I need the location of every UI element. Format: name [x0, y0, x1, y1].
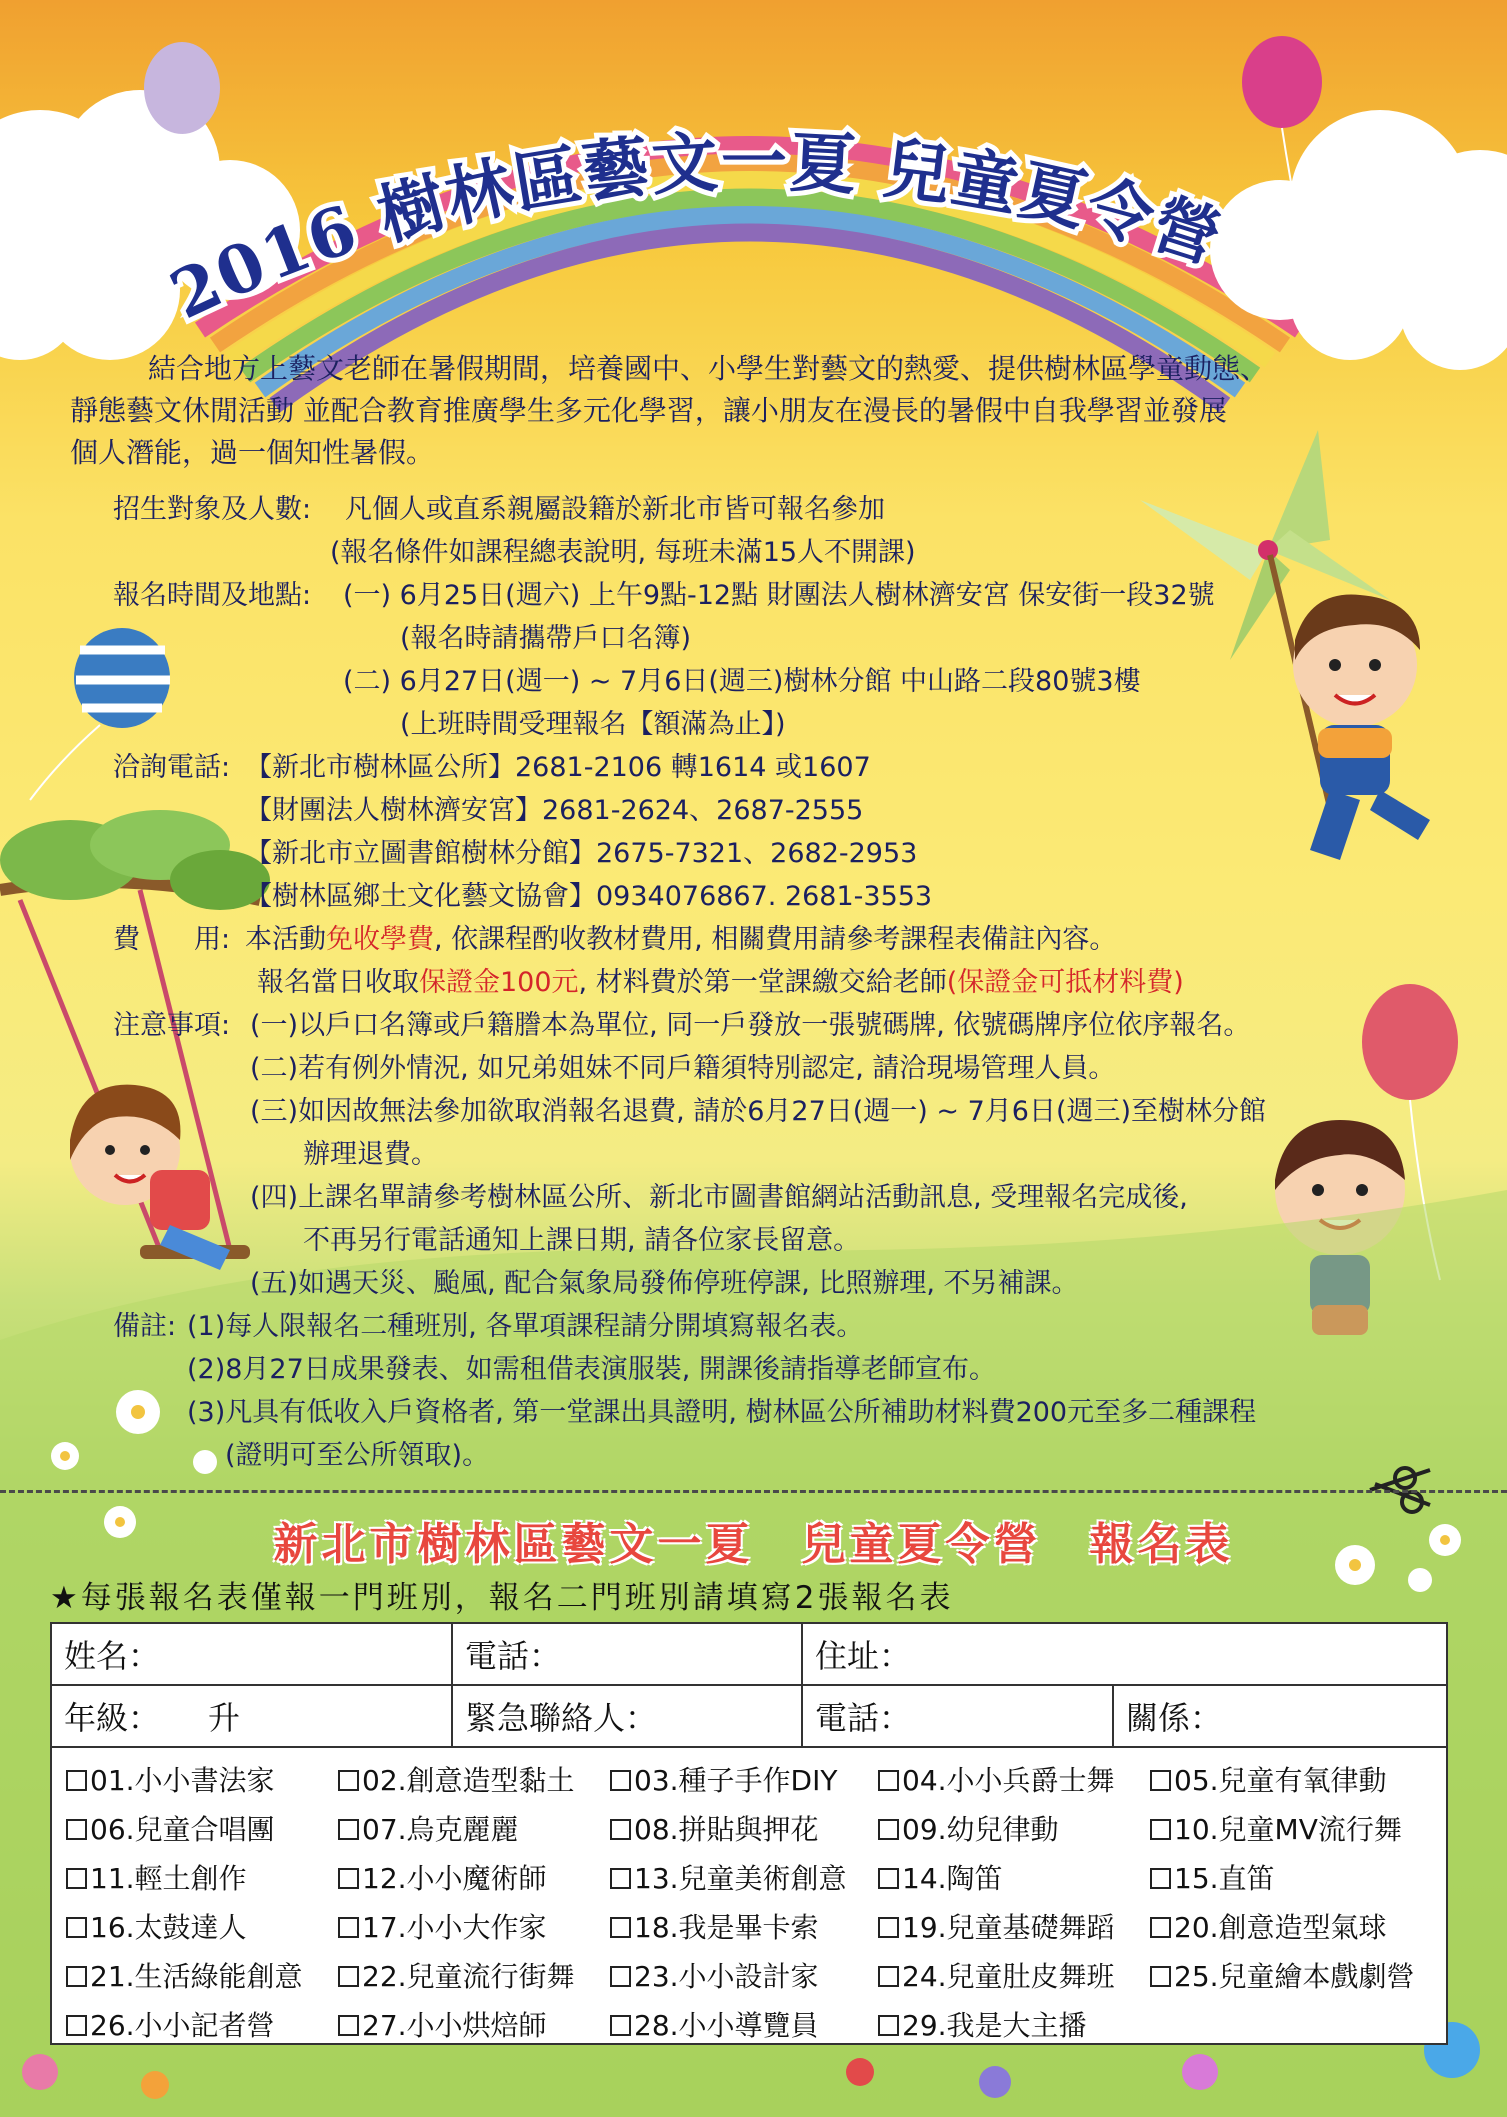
form-note: ★每張報名表僅報一門班別，報名二門班別請填寫2張報名表: [50, 1580, 954, 1616]
remark-3-cont: (證明可至公所領取)。: [225, 1440, 490, 1471]
course-option[interactable]: [338, 2001, 610, 2050]
phone-field[interactable]: 電話：: [452, 1623, 802, 1685]
course-label: 17.小小大作家: [362, 1911, 547, 1944]
course-option[interactable]: [610, 1952, 878, 2001]
registration-form-table: [50, 1622, 1448, 1748]
course-label: 15.直笛: [1174, 1862, 1275, 1895]
checkbox-icon[interactable]: [610, 1868, 631, 1889]
course-label: 01.小小書法家: [90, 1764, 275, 1797]
fee-deposit: 保證金100元: [419, 967, 579, 998]
notice-2: (二)若有例外情況, 如兄弟姐妹不同戶籍須特別認定, 請洽現場管理人員。: [250, 1053, 1116, 1084]
checkbox-icon[interactable]: [66, 2015, 87, 2036]
address-field[interactable]: 住址：: [802, 1623, 1447, 1685]
phone-1: 【新北市樹林區公所】2681-2106 轉1614 或1607: [245, 752, 871, 783]
course-label: 29.我是大主播: [902, 2009, 1087, 2042]
fee-deposit-note: (保證金可抵材料費): [946, 967, 1184, 998]
checkbox-icon[interactable]: [878, 2015, 899, 2036]
course-option[interactable]: [338, 1756, 610, 1805]
checkbox-icon[interactable]: [878, 1770, 899, 1791]
course-option[interactable]: [610, 1854, 878, 1903]
course-option[interactable]: [66, 2001, 338, 2050]
notice-label: 注意事項:: [113, 1010, 231, 1041]
notice-4: (四)上課名單請參考樹林區公所、新北市圖書館網站活動訊息, 受理報名完成後,: [250, 1182, 1188, 1213]
checkbox-icon[interactable]: [610, 1819, 631, 1840]
course-option[interactable]: [338, 1805, 610, 1854]
course-label: 02.創意造型黏土: [362, 1764, 575, 1797]
fee-free-tuition: 免收學費: [326, 924, 434, 955]
checkbox-icon[interactable]: [338, 1917, 359, 1938]
checkbox-icon[interactable]: [878, 1966, 899, 1987]
notice-3: (三)如因故無法參加欲取消報名退費, 請於6月27日(週一) ~ 7月6日(週三)至樹林分館: [250, 1096, 1267, 1127]
checkbox-icon[interactable]: [338, 1770, 359, 1791]
checkbox-icon[interactable]: [1150, 1819, 1171, 1840]
emergency-contact-field[interactable]: 緊急聯絡人：: [452, 1685, 802, 1747]
intro-line-1: 結合地方上藝文老師在暑假期間，培養國中、小學生對藝文的熱愛、提供樹林區學童動態、: [148, 352, 1269, 385]
course-option[interactable]: [610, 2001, 878, 2050]
course-option[interactable]: [610, 1756, 878, 1805]
course-option[interactable]: [878, 1952, 1150, 2001]
course-option[interactable]: [610, 1903, 878, 1952]
course-label: 07.烏克麗麗: [362, 1813, 519, 1846]
course-label: 03.種子手作DIY: [634, 1764, 838, 1797]
notice-1: (一)以戶口名簿或戶籍謄本為單位, 同一戶發放一張號碼牌, 依號碼牌序位依序報名。: [250, 1010, 1251, 1041]
target-text: 凡個人或直系親屬設籍於新北市皆可報名參加: [345, 494, 885, 525]
checkbox-icon[interactable]: [878, 1819, 899, 1840]
course-option[interactable]: [1150, 1903, 1460, 1952]
course-option[interactable]: [1150, 1756, 1460, 1805]
course-option[interactable]: [878, 1756, 1150, 1805]
course-label: 14.陶笛: [902, 1862, 1003, 1895]
intro-line-3: 個人潛能，過一個知性暑假。: [70, 436, 435, 469]
remark-2: (2)8月27日成果發表、如需租借表演服裝, 開課後請指導老師宣布。: [187, 1354, 996, 1385]
phone-label: 洽詢電話:: [113, 752, 231, 783]
target-note: (報名條件如課程總表說明, 每班未滿15人不開課): [330, 537, 916, 568]
course-label: 28.小小導覽員: [634, 2009, 819, 2042]
notice-5: (五)如遇天災、颱風, 配合氣象局發佈停班停課, 比照辦理, 不另補課。: [250, 1268, 1079, 1299]
grade-field[interactable]: 年級： 升: [51, 1685, 452, 1747]
notice-3-cont: 辦理退費。: [303, 1139, 438, 1170]
time-1: (一) 6月25日(週六) 上午9點-12點 財團法人樹林濟安宮 保安街一段32號: [343, 580, 1215, 611]
checkbox-icon[interactable]: [66, 1819, 87, 1840]
course-option[interactable]: [878, 1854, 1150, 1903]
checkbox-icon[interactable]: [66, 1917, 87, 1938]
remark-3: (3)凡具有低收入戶資格者, 第一堂課出具證明, 樹林區公所補助材料費200元至多二種課程: [187, 1397, 1257, 1428]
course-label: 27.小小烘焙師: [362, 2009, 547, 2042]
course-label: 10.兒童MV流行舞: [1174, 1813, 1402, 1846]
course-option[interactable]: [66, 1756, 338, 1805]
checkbox-icon[interactable]: [610, 1770, 631, 1791]
time-2-note: (上班時間受理報名【額滿為止】): [400, 709, 786, 740]
target-label: 招生對象及人數:: [113, 494, 312, 525]
course-label: 25.兒童繪本戲劇營: [1174, 1960, 1415, 1993]
course-option[interactable]: [338, 1854, 610, 1903]
fee-line-1: 本活動免收學費, 依課程酌收教材費用, 相關費用請參考課程表備註內容。: [245, 924, 1117, 955]
remark-1: (1)每人限報名二種班別, 各單項課程請分開填寫報名表。: [187, 1311, 864, 1342]
title-main: 樹林區藝文一夏 兒童夏令營: [369, 122, 1232, 279]
course-option[interactable]: [1150, 1952, 1460, 2001]
course-option[interactable]: [66, 1805, 338, 1854]
phone-3: 【新北市立圖書館樹林分館】2675-7321、2682-2953: [245, 838, 918, 869]
course-label: 18.我是畢卡索: [634, 1911, 819, 1944]
checkbox-icon[interactable]: [1150, 1868, 1171, 1889]
course-option[interactable]: [338, 1903, 610, 1952]
time-1-note: (報名時請攜帶戶口名簿): [400, 623, 692, 654]
course-option[interactable]: [338, 1952, 610, 2001]
checkbox-icon[interactable]: [338, 1819, 359, 1840]
course-label: 13.兒童美術創意: [634, 1862, 847, 1895]
checkbox-icon[interactable]: [66, 1966, 87, 1987]
checkbox-icon[interactable]: [878, 1917, 899, 1938]
course-option[interactable]: [610, 1805, 878, 1854]
course-label: 21.生活綠能創意: [90, 1960, 303, 1993]
course-option[interactable]: [66, 1952, 338, 2001]
checkbox-icon[interactable]: [66, 1868, 87, 1889]
cut-line-divider: [0, 1490, 1507, 1493]
checkbox-icon[interactable]: [1150, 1966, 1171, 1987]
course-option[interactable]: [66, 1854, 338, 1903]
course-label: 08.拼貼與押花: [634, 1813, 819, 1846]
checkbox-icon[interactable]: [338, 2015, 359, 2036]
notice-4-cont: 不再另行電話通知上課日期, 請各位家長留意。: [303, 1225, 861, 1256]
checkbox-icon[interactable]: [610, 1966, 631, 1987]
checkbox-icon[interactable]: [610, 2015, 631, 2036]
phone-2: 【財團法人樹林濟安宮】2681-2624、2687-2555: [245, 795, 864, 826]
course-label: 05.兒童有氧律動: [1174, 1764, 1387, 1797]
course-label: 12.小小魔術師: [362, 1862, 547, 1895]
svg-text:2016 樹林區藝文一夏 兒童夏令營: [159, 123, 1232, 335]
course-option[interactable]: [1150, 1854, 1460, 1903]
course-label: 26.小小記者營: [90, 2009, 275, 2042]
course-label: 22.兒童流行街舞: [362, 1960, 575, 1993]
course-label: 16.太鼓達人: [90, 1911, 247, 1944]
event-title: [0, 0, 1507, 360]
checkbox-icon[interactable]: [878, 1868, 899, 1889]
intro-line-2: 靜態藝文休閒活動 並配合教育推廣學生多元化學習，讓小朋友在漫長的暑假中自我學習並發展: [70, 394, 1227, 427]
checkbox-icon[interactable]: [338, 1966, 359, 1987]
tree-branch-icon: [0, 810, 270, 910]
course-label: 04.小小兵爵士舞: [902, 1764, 1115, 1797]
fee-label: 費 用:: [113, 924, 231, 955]
checkbox-icon[interactable]: [1150, 1917, 1171, 1938]
course-option[interactable]: [878, 1903, 1150, 1952]
remark-label: 備註:: [113, 1311, 177, 1342]
relation-field[interactable]: 關係：: [1113, 1685, 1447, 1747]
course-option[interactable]: [878, 1805, 1150, 1854]
course-option[interactable]: [1150, 1805, 1460, 1854]
name-field[interactable]: 姓名：: [51, 1623, 452, 1685]
emergency-phone-field[interactable]: 電話：: [802, 1685, 1113, 1747]
fee-line-2: 報名當日收取保證金100元, 材料費於第一堂課繳交給老師(保證金可抵材料費): [257, 967, 1184, 998]
course-label: 20.創意造型氣球: [1174, 1911, 1387, 1944]
time-label: 報名時間及地點:: [113, 580, 312, 611]
course-checklist: [50, 1748, 1448, 2045]
course-label: 19.兒童基礎舞蹈: [902, 1911, 1115, 1944]
checkbox-icon[interactable]: [338, 1868, 359, 1889]
checkbox-icon[interactable]: [1150, 1770, 1171, 1791]
course-label: 23.小小設計家: [634, 1960, 819, 1993]
checkbox-icon[interactable]: [66, 1770, 87, 1791]
course-label: 06.兒童合唱團: [90, 1813, 275, 1846]
course-option[interactable]: [66, 1903, 338, 1952]
title-year: 2016: [158, 189, 368, 335]
course-option[interactable]: [878, 2001, 1150, 2050]
time-2: (二) 6月27日(週一) ~ 7月6日(週三)樹林分館 中山路二段80號3樓: [343, 666, 1141, 697]
form-title: 新北市樹林區藝文一夏 兒童夏令營 報名表: [273, 1519, 1234, 1570]
phone-4: 【樹林區鄉土文化藝文協會】0934076867. 2681-3553: [245, 881, 933, 912]
course-label: 24.兒童肚皮舞班: [902, 1960, 1115, 1993]
checkbox-icon[interactable]: [610, 1917, 631, 1938]
course-label: 11.輕土創作: [90, 1862, 247, 1895]
intro-paragraph: [70, 348, 1440, 474]
course-label: 09.幼兒律動: [902, 1813, 1059, 1846]
